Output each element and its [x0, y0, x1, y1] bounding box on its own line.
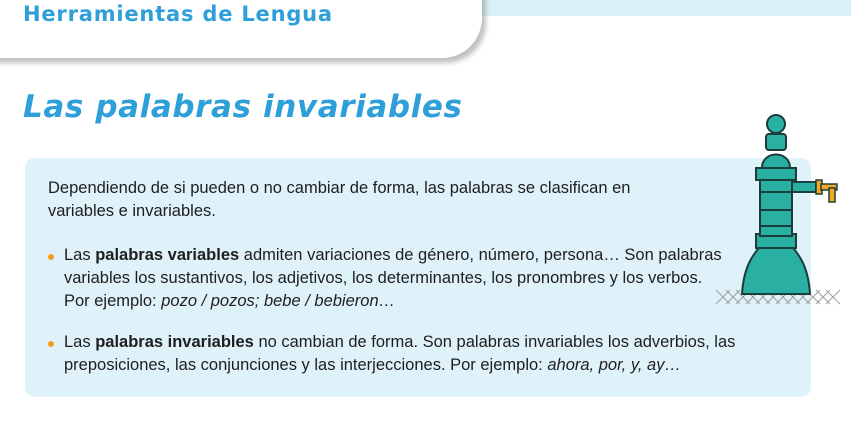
bullet-dot-icon [48, 254, 54, 260]
bullet-variables [64, 244, 724, 313]
term-invariables: palabras invariables [95, 333, 254, 351]
bullet-lead: Las [64, 333, 96, 351]
example-variables: pozo / pozos; bebe / bebieron… [161, 292, 396, 310]
bullet-lead: Las [64, 246, 96, 264]
bullet-body: admiten variaciones de género, número, persona… Son palabras variables los sustantivos, los adjetivos, los determinantes, los pronombres y los verbos. Por ejemplo: [64, 246, 722, 310]
bullet-invariables [64, 331, 794, 377]
side-tab-2 [840, 72, 851, 100]
intro-paragraph: Dependiendo de si pueden o no cambiar de forma, las palabras se clasifican en variables e invariables. [48, 179, 631, 220]
explanation-box [25, 158, 811, 397]
bullet-dot-icon [48, 341, 54, 347]
term-variables: palabras variables [95, 246, 240, 264]
bullet-body: no cambian de forma. Son palabras invariables los adverbios, las preposiciones, las conjunciones y las interjecciones. Por ejemplo: [64, 333, 736, 374]
side-tab-1 [840, 22, 851, 50]
water-pump-icon [708, 110, 848, 310]
page-title: Las palabras invariables [23, 89, 463, 125]
section-header-title: Herramientas de Lengua [23, 2, 333, 26]
example-invariables: ahora, por, y, ay… [547, 356, 681, 374]
